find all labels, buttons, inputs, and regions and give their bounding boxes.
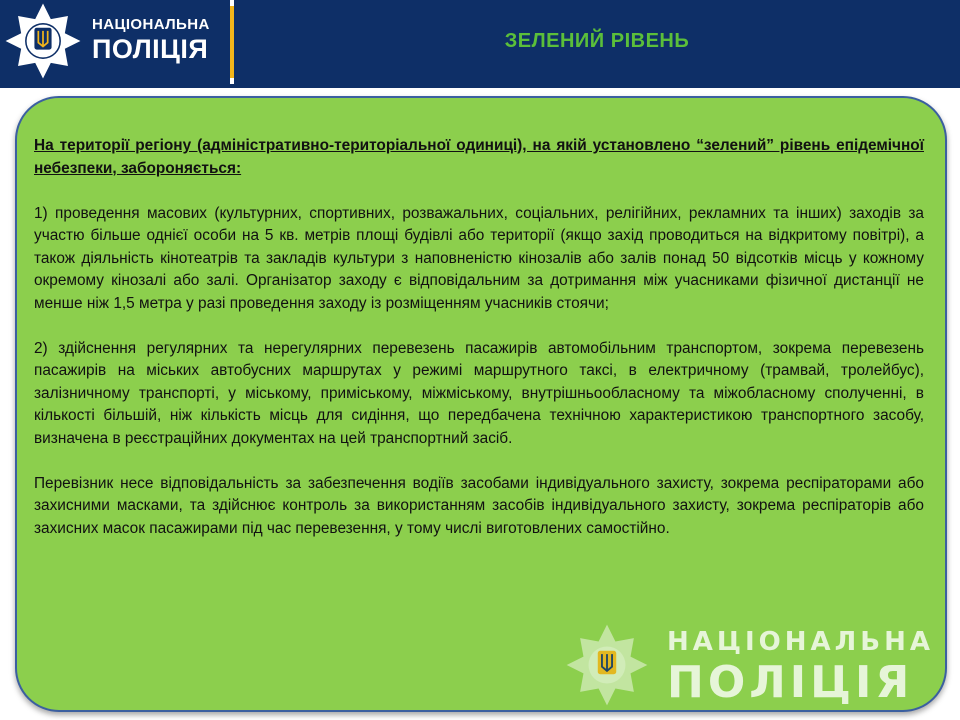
paragraph-1: 1) проведення масових (культурних, спортивних, розважальних, соціальних, релігійних, рекламних та інших) заходів за участю більше однієї особи на 5 кв. метрів площі будівлі або території (якщо захід проводиться на відкритому повітрі), а також діяльність кінотеатрів та закладів культури з наповненістю кінозалів або залів понад 50 відсотків місць у кожному окремому кінозалі або залі. Організатор заходу є відповідальним за дотримання між учасниками фізичної дистанції не менше ніж 1,5 метра у разі проведення заходу із розміщенням учасників стоячи; [34, 204, 924, 312]
police-star-icon [4, 2, 82, 80]
paragraph-3: Перевізник несе відповідальність за забезпечення водіїв засобами індивідуального захисту, зокрема респіраторами або захисними масками, та здійснює контроль за використанням засобів індивідуального захисту, зокрема респіраторів або захисних масок пасажирами під час перевезення, у тому числі виготовлених самостійно. [34, 474, 924, 537]
paragraph-2: 2) здійснення регулярних та нерегулярних перевезень пасажирів автомобільним транспортом, зокрема перевезень пасажирів на міських автобусних маршрутах у режимі маршрутного таксі, в електричному (трамвай, тролейбус), залізничному транспорті, у міському, приміському, міжміському, внутрішньообласному та міжобласному сполученні, в кількості більшій, ніж кількість місць для сидіння, що передбачена технічною характеристикою транспортного засобу, визначена в реєстраційних документах на цей транспортний засіб. [34, 339, 924, 447]
page-title: ЗЕЛЕНИЙ РІВЕНЬ [504, 30, 690, 52]
header [0, 0, 960, 84]
police-star-watermark-icon [565, 623, 649, 707]
logo-line1: НАЦІОНАЛЬНА [92, 16, 210, 33]
header-underline [0, 84, 960, 88]
content-heading: На території регіону (адміністративно-територіальної одиниці), на якій установлено “зелений” рівень епідемічної небезпеки, забороняється: [34, 137, 924, 177]
title-band [234, 0, 960, 84]
police-logo [0, 0, 230, 84]
logo-line2: ПОЛІЦІЯ [92, 34, 209, 64]
content-text [34, 135, 924, 563]
watermark [565, 615, 940, 710]
watermark-line2: ПОЛІЦІЯ [667, 657, 914, 708]
watermark-line1: НАЦІОНАЛЬНА [667, 627, 934, 657]
